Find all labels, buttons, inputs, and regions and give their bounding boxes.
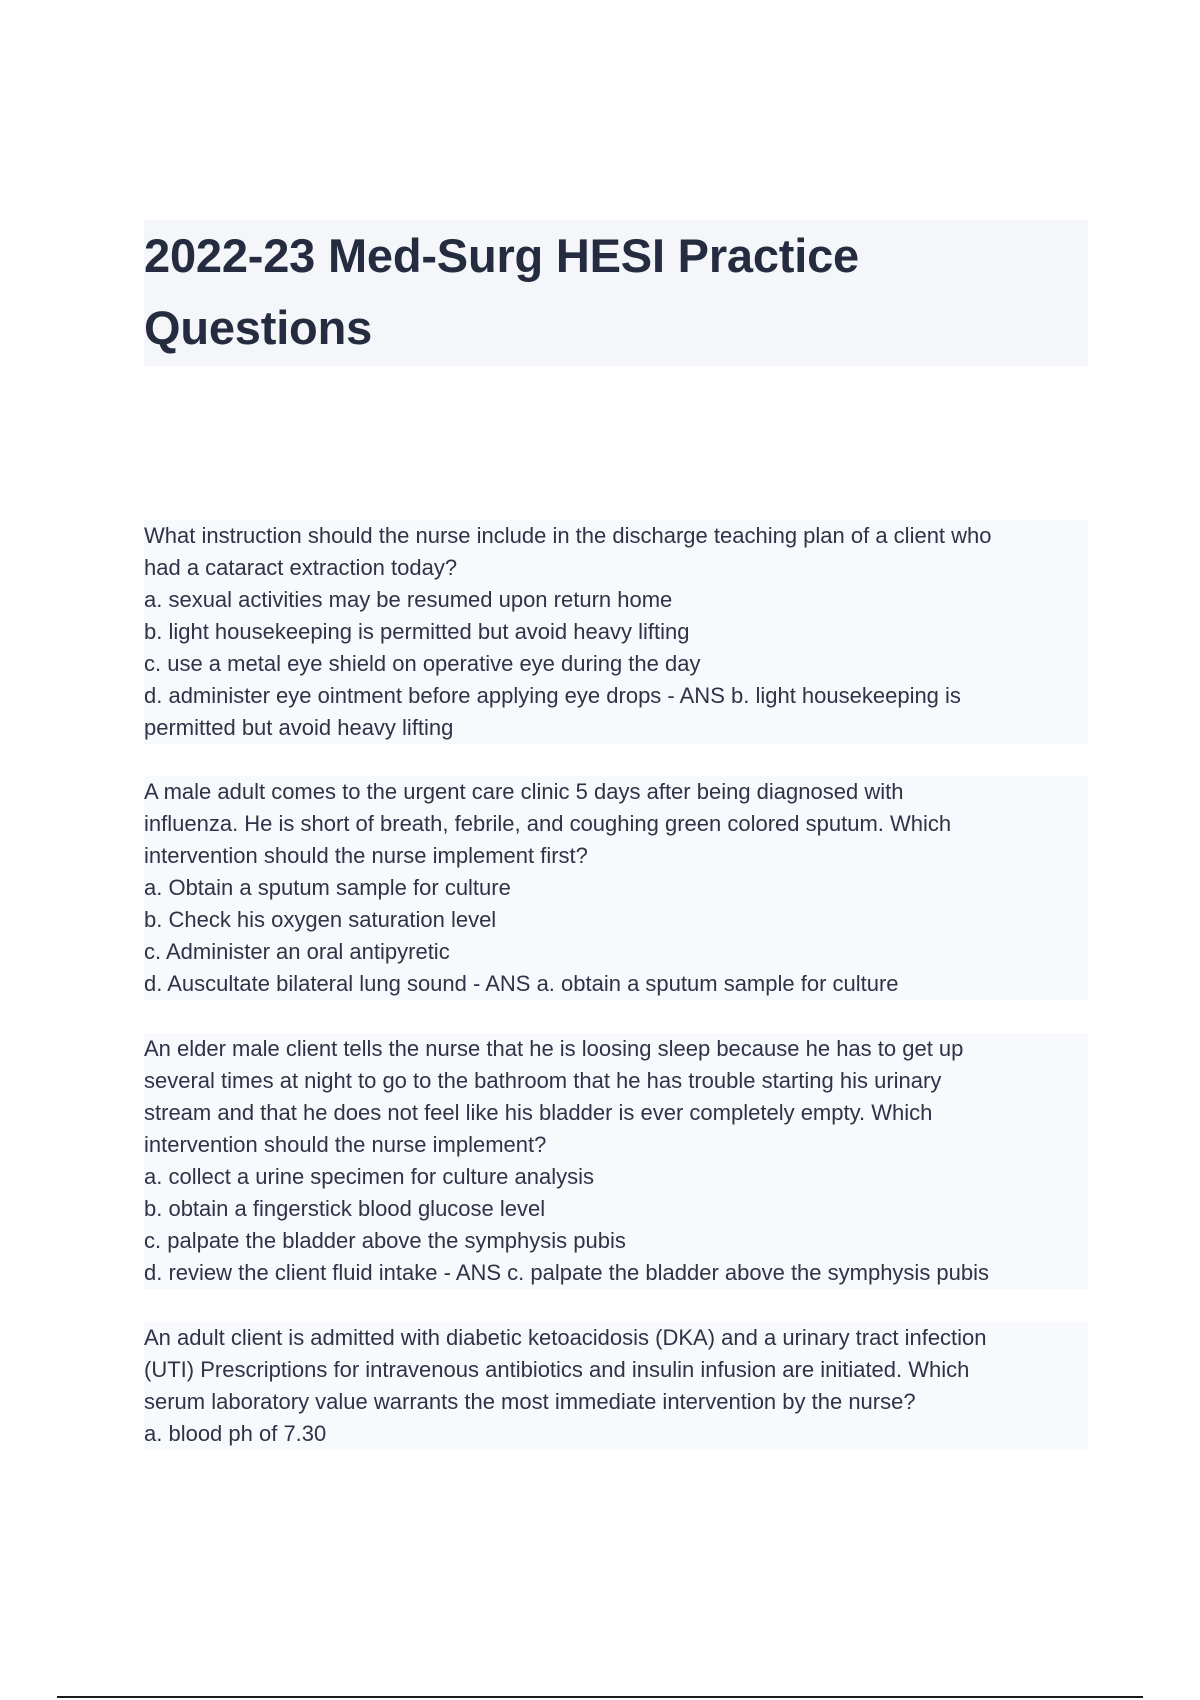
question-3-option: c. palpate the bladder above the symphysis pubis: [144, 1228, 626, 1253]
question-1-option: b. light housekeeping is permitted but avoid heavy lifting: [144, 619, 690, 644]
question-2-option-answer: d. Auscultate bilateral lung sound - ANS a. obtain a sputum sample for culture: [144, 971, 899, 996]
question-1-answer: permitted but avoid heavy lifting: [144, 715, 454, 740]
question-4-line: An adult client is admitted with diabetic ketoacidosis (DKA) and a urinary tract infection: [144, 1325, 987, 1350]
question-3-option: b. obtain a fingerstick blood glucose level: [144, 1196, 546, 1221]
question-3-line: An elder male client tells the nurse that he is loosing sleep because he has to get up: [144, 1036, 964, 1061]
question-block-3: [144, 1033, 1088, 1289]
question-2-option: c. Administer an oral antipyretic: [144, 939, 450, 964]
question-block-4: [144, 1322, 1088, 1450]
page-title: [144, 220, 1088, 364]
question-4-line: serum laboratory value warrants the most immediate intervention by the nurse?: [144, 1389, 916, 1414]
question-4-line: (UTI) Prescriptions for intravenous antibiotics and insulin infusion are initiated. Which: [144, 1357, 970, 1382]
question-block-1: [144, 520, 1088, 744]
question-2-option: b. Check his oxygen saturation level: [144, 907, 497, 932]
title-block: [144, 220, 1088, 366]
question-block-2: [144, 776, 1088, 1000]
question-1-line: had a cataract extraction today?: [144, 555, 458, 580]
question-2-option: a. Obtain a sputum sample for culture: [144, 875, 511, 900]
question-1-option-answer: d. administer eye ointment before applying eye drops - ANS b. light housekeeping is: [144, 683, 961, 708]
question-3-line: several times at night to go to the bathroom that he has trouble starting his urinary: [144, 1068, 942, 1093]
question-2-line: A male adult comes to the urgent care clinic 5 days after being diagnosed with: [144, 779, 904, 804]
question-1-option: a. sexual activities may be resumed upon return home: [144, 587, 673, 612]
question-3-option: a. collect a urine specimen for culture analysis: [144, 1164, 594, 1189]
title-line-2: Questions: [144, 301, 373, 354]
question-3-line: stream and that he does not feel like his bladder is ever completely empty. Which: [144, 1100, 933, 1125]
question-4-option: a. blood ph of 7.30: [144, 1421, 327, 1446]
question-2-line: influenza. He is short of breath, febrile, and coughing green colored sputum. Which: [144, 811, 952, 836]
question-1-line: What instruction should the nurse include in the discharge teaching plan of a client who: [144, 523, 992, 548]
question-3-line: intervention should the nurse implement?: [144, 1132, 547, 1157]
question-2-line: intervention should the nurse implement first?: [144, 843, 588, 868]
title-line-1: 2022-23 Med-Surg HESI Practice: [144, 229, 859, 282]
question-3-option-answer: d. review the client fluid intake - ANS c. palpate the bladder above the symphysis pubis: [144, 1260, 990, 1285]
question-1-option: c. use a metal eye shield on operative eye during the day: [144, 651, 701, 676]
page-bottom-divider: [57, 1696, 1143, 1698]
